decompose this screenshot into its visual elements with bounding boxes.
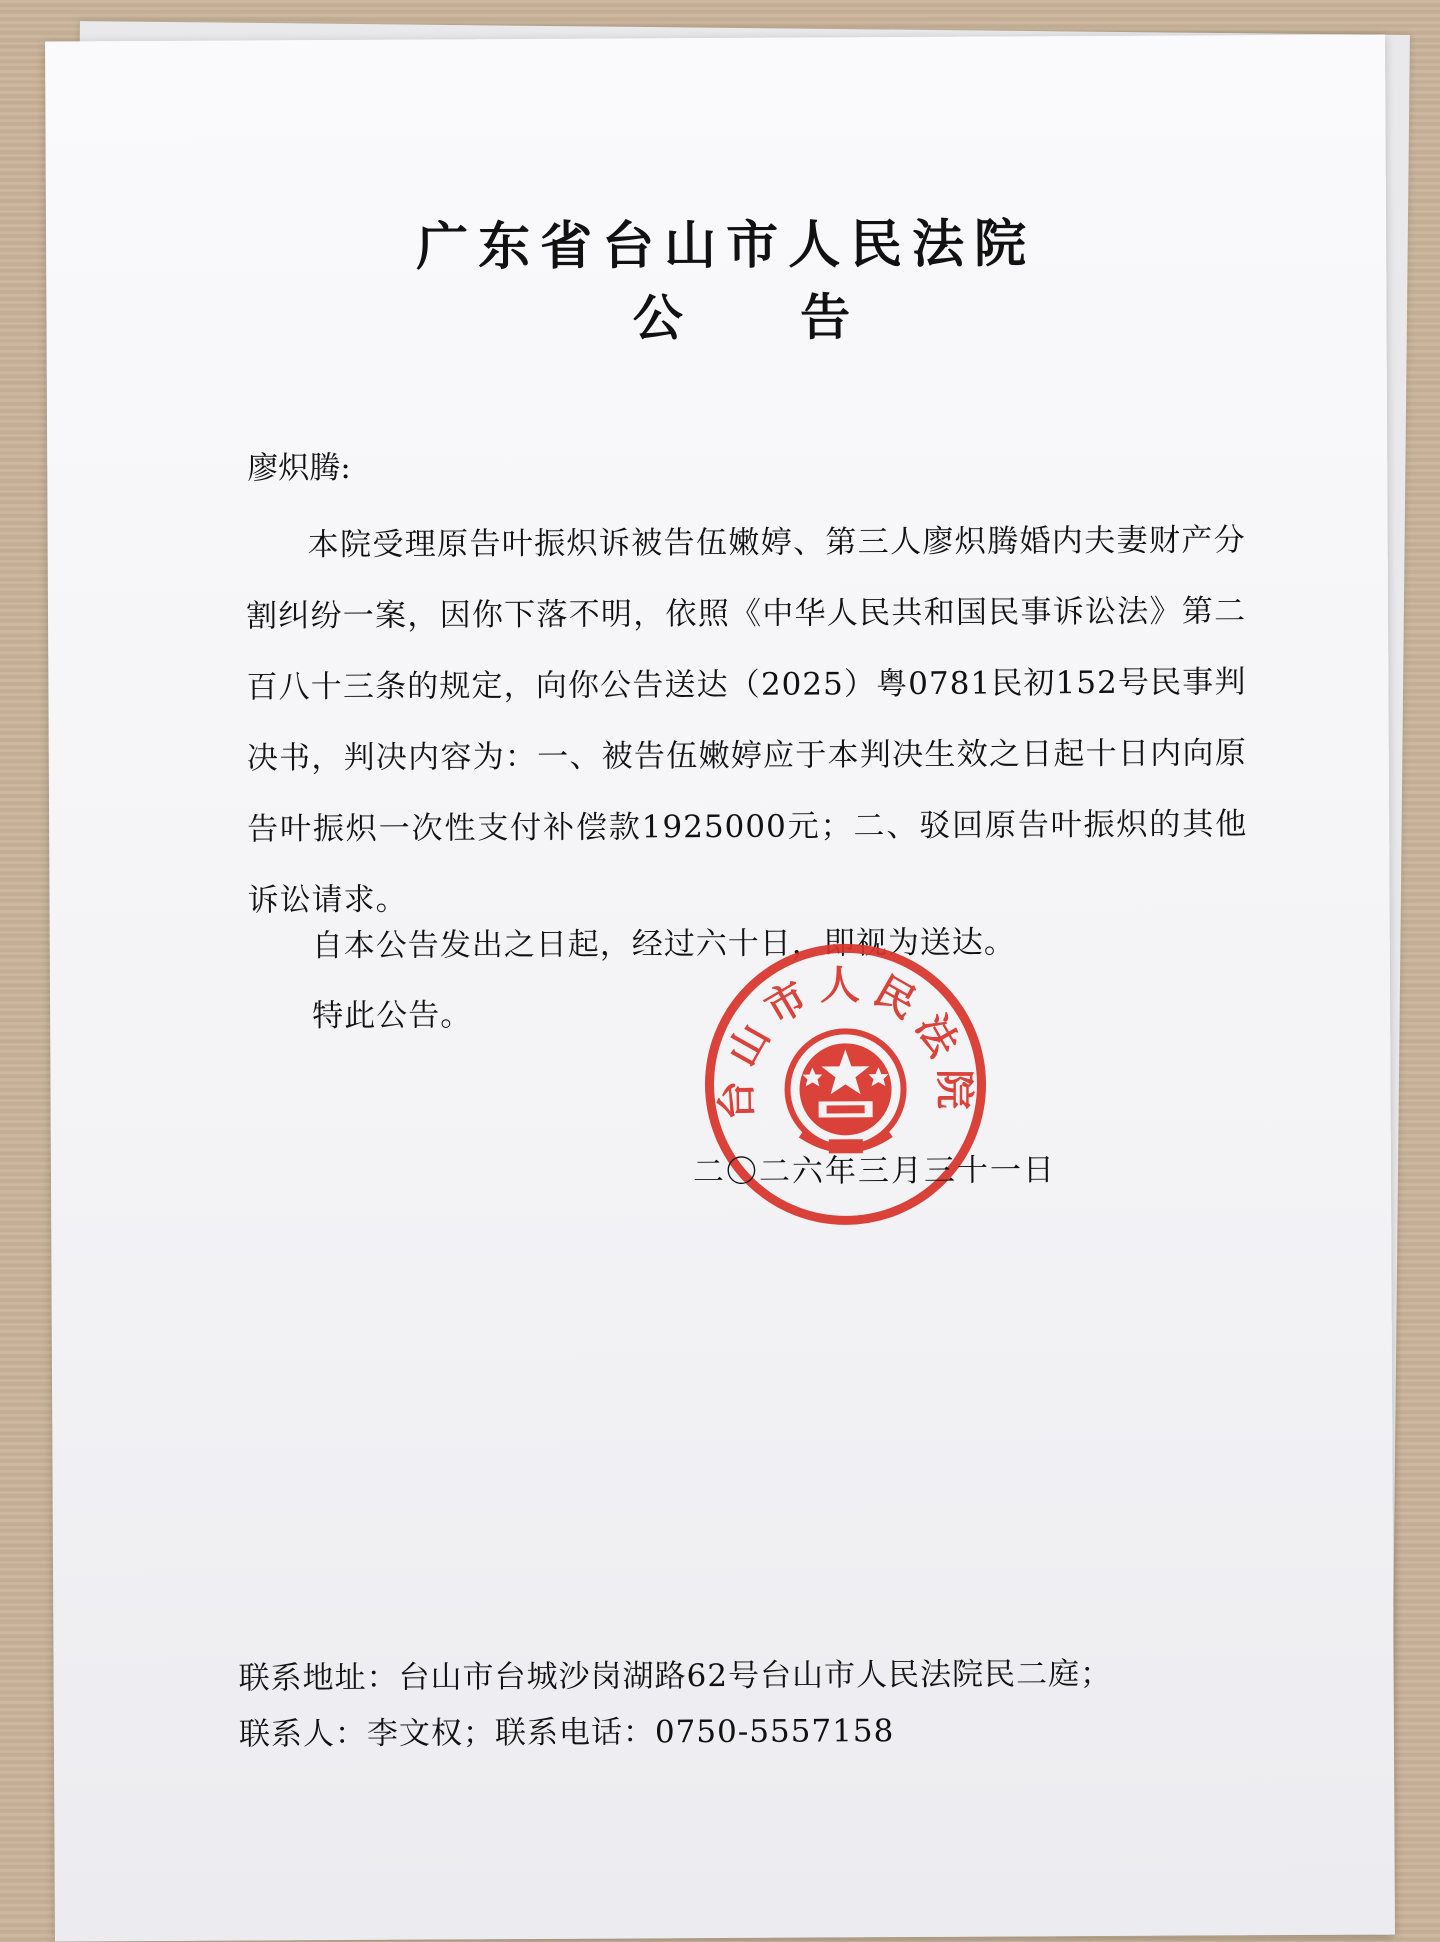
court-name-heading: 广东省台山市人民法院: [415, 214, 1037, 278]
closing-statement: 特此公告。: [312, 997, 473, 1035]
contact-person-phone: 联系人：李文权；联系电话：0750-5557158: [238, 1713, 895, 1753]
document-type-heading: 公 告: [632, 288, 901, 348]
service-note: 自本公告发出之日起，经过六十日，即视为送达。: [311, 924, 1016, 965]
national-emblem-icon: [787, 1031, 904, 1154]
seal-text: 台山市人民法院: [714, 962, 977, 1121]
notice-body-paragraph: 本院受理原告叶振炽诉被告伍嫩婷、第三人廖炽腾婚内夫妻财产分割纠纷一案，因你下落不明，依照《中华人民共和国民事诉讼法》第二百八十三条的规定，向你公告送达（2025）粤0781民初152号民事判决书，判决内容为：一、被告伍嫩婷应于本判决生效之日起十日内向原告叶振炽一次性支付补偿款1925000元；二、驳回原告叶振炽的其他诉讼请求。: [245, 522, 1248, 919]
notice-page: [45, 35, 1395, 1942]
contact-address: 联系地址：台山市台城沙岗湖路62号台山市人民法院民二庭；: [238, 1655, 1113, 1697]
addressee: 廖炽腾:: [247, 449, 351, 487]
issue-date: 二〇二六年三月三十一日: [692, 1152, 1057, 1191]
